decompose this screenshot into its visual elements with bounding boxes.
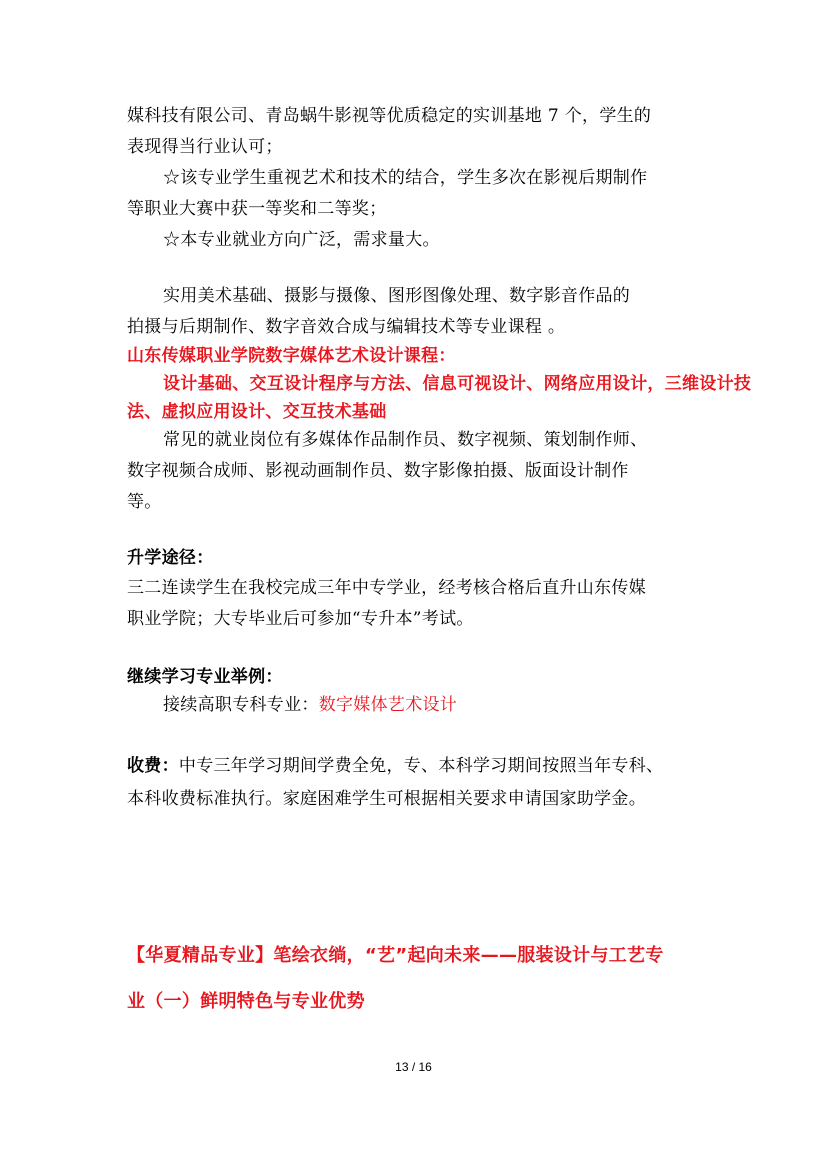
subheading-continue-study: 继续学习专业举例： xyxy=(127,667,283,687)
label: 接续高职专科专业： xyxy=(163,695,319,715)
text-line: 本科收费标准执行。家庭困难学生可根据相关要求申请国家助学金。 xyxy=(127,789,646,809)
text-line: 常见的就业岗位有多媒体作品制作员、数字视频、策划制作师、 xyxy=(163,430,648,450)
subheading-further-study: 升学途径： xyxy=(127,548,214,568)
text-line: ☆本专业就业方向广泛，需求量大。 xyxy=(163,230,440,250)
course-list-cont: 法、虚拟应用设计、交互技术基础 xyxy=(127,402,387,422)
text-line: 职业学院；大专毕业后可参加“专升本”考试。 xyxy=(127,609,474,629)
text-line xyxy=(163,693,457,717)
text-line: 等职业大赛中获一等奖和二等奖； xyxy=(127,199,387,219)
text-line xyxy=(127,754,663,778)
text-line: 拍摄与后期制作、数字音效合成与编辑技术等专业课程 。 xyxy=(127,317,566,337)
text-line: 三二连读学生在我校完成三年中专学业，经考核合格后直升山东传媒 xyxy=(127,578,646,598)
section-title-cont: 业（一）鲜明特色与专业优势 xyxy=(127,991,365,1012)
fee-label: 收费： xyxy=(127,756,179,776)
section-title: 【华夏精品专业】笔绘衣绱，“艺”起向未来——服装设计与工艺专 xyxy=(127,945,664,966)
fee-text: 中专三年学习期间学费全免，专、本科学习期间按照当年专科、 xyxy=(178,756,664,776)
text-line: ☆该专业学生重视艺术和技术的结合，学生多次在影视后期制作 xyxy=(163,168,648,188)
course-list: 设计基础、交互设计程序与方法、信息可视设计、网络应用设计，三维设计技 xyxy=(163,374,752,394)
text-line: 实用美术基础、摄影与摄像、图形图像处理、数字影音作品的 xyxy=(163,286,631,306)
text-line: 表现得当行业认可； xyxy=(127,137,283,157)
page-number: 13 / 16 xyxy=(395,1060,432,1074)
text-line: 媒科技有限公司、青岛蜗牛影视等优质稳定的实训基地 7 个，学生的 xyxy=(127,106,652,126)
text-line: 数字视频合成师、影视动画制作员、数字影像拍摄、版面设计制作 xyxy=(127,461,629,481)
course-heading: 山东传媒职业学院数字媒体艺术设计课程： xyxy=(127,346,456,366)
text-line: 等。 xyxy=(127,492,162,512)
major-name: 数字媒体艺术设计 xyxy=(318,695,458,715)
